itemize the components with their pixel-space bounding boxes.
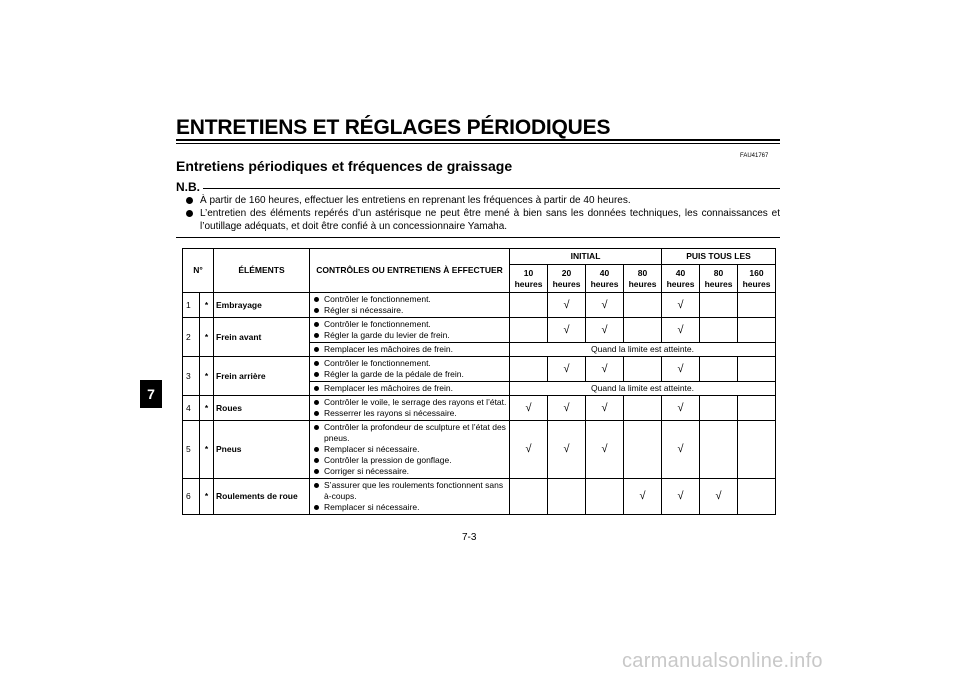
row-asterisk: * <box>200 421 214 479</box>
header-initial: INITIAL <box>510 249 662 265</box>
row-item: Embrayage <box>214 293 310 318</box>
row-number: 3 <box>183 357 200 396</box>
check-mark: √ <box>662 396 700 421</box>
row-actions <box>310 382 510 396</box>
row-actions <box>310 479 510 515</box>
row-actions <box>310 318 510 343</box>
check-mark: √ <box>586 396 624 421</box>
section-title: Entretiens périodiques et fréquences de graissage <box>176 158 513 174</box>
action-item: Resserrer les rayons si nécessaire. <box>314 408 507 419</box>
row-item: Pneus <box>214 421 310 479</box>
action-item: Remplacer les mâchoires de frein. <box>314 344 507 355</box>
check-mark <box>548 479 586 515</box>
row-number: 4 <box>183 396 200 421</box>
action-item: Régler la garde de la pédale de frein. <box>314 369 507 380</box>
check-mark: √ <box>700 479 738 515</box>
header-interval: 10 heures <box>510 265 548 293</box>
row-actions <box>310 396 510 421</box>
check-mark: √ <box>586 357 624 382</box>
row-asterisk: * <box>200 357 214 396</box>
row-number: 1 <box>183 293 200 318</box>
row-actions <box>310 343 510 357</box>
action-item: Remplacer si nécessaire. <box>314 502 507 513</box>
row-item: Roues <box>214 396 310 421</box>
check-mark: √ <box>510 396 548 421</box>
nb-note <box>186 194 780 208</box>
check-mark <box>738 396 776 421</box>
table-row <box>183 357 776 382</box>
header-no: N° <box>183 249 214 293</box>
action-item: Corriger si nécessaire. <box>314 466 507 477</box>
check-mark <box>700 396 738 421</box>
nb-rule <box>203 188 780 189</box>
table-row <box>183 396 776 421</box>
watermark: carmanualsonline.info <box>622 650 823 672</box>
check-mark: √ <box>662 479 700 515</box>
page-number: 7-3 <box>462 532 477 543</box>
nb-note <box>186 207 780 235</box>
bullet-icon <box>186 210 193 217</box>
check-mark: √ <box>510 421 548 479</box>
check-mark <box>738 479 776 515</box>
row-number: 2 <box>183 318 200 357</box>
check-mark <box>700 318 738 343</box>
action-item: Contrôler la pression de gonflage. <box>314 455 507 466</box>
header-every: PUIS TOUS LES <box>662 249 776 265</box>
table-row <box>183 421 776 479</box>
row-number: 6 <box>183 479 200 515</box>
nb-note-text: L’entretien des éléments repérés d’un astérisque ne peut être mené à bien sans les données techniques, les connaissances et l’outillage adéquats, et doit être confié à un concessionnaire Yamaha. <box>200 208 780 232</box>
row-asterisk: * <box>200 318 214 357</box>
row-actions <box>310 357 510 382</box>
header-checks: CONTRÔLES OU ENTRETIENS À EFFECTUER <box>310 249 510 293</box>
action-item: Régler si nécessaire. <box>314 305 507 316</box>
header-interval: 40 heures <box>662 265 700 293</box>
header-interval: 80 heures <box>700 265 738 293</box>
check-mark <box>624 293 662 318</box>
check-mark: √ <box>662 318 700 343</box>
check-mark: √ <box>624 479 662 515</box>
row-asterisk: * <box>200 293 214 318</box>
check-mark: √ <box>548 293 586 318</box>
action-item: Remplacer si nécessaire. <box>314 444 507 455</box>
action-item: Contrôler le fonctionnement. <box>314 319 507 330</box>
nb-label: N.B. <box>176 180 200 194</box>
check-mark: √ <box>586 293 624 318</box>
header-rule-thin <box>176 143 780 144</box>
nb-note-text: À partir de 160 heures, effectuer les entretiens en reprenant les fréquences à partir de 40 heures. <box>200 195 631 206</box>
check-mark <box>738 421 776 479</box>
check-mark <box>510 357 548 382</box>
check-mark <box>738 357 776 382</box>
action-item: Régler la garde du levier de frein. <box>314 330 507 341</box>
row-number: 5 <box>183 421 200 479</box>
header-interval: 160 heures <box>738 265 776 293</box>
check-mark: √ <box>548 396 586 421</box>
chapter-tab: 7 <box>140 380 162 408</box>
check-mark <box>700 421 738 479</box>
check-mark <box>700 357 738 382</box>
check-mark <box>738 293 776 318</box>
section-code: FAU41767 <box>740 153 769 159</box>
header-rule <box>176 139 780 141</box>
action-item: Remplacer les mâchoires de frein. <box>314 383 507 394</box>
action-item: Contrôler le fonctionnement. <box>314 358 507 369</box>
check-mark <box>510 318 548 343</box>
check-mark <box>624 421 662 479</box>
check-mark <box>510 293 548 318</box>
check-mark: √ <box>662 293 700 318</box>
bullet-icon <box>186 197 193 204</box>
check-mark: √ <box>548 421 586 479</box>
row-actions <box>310 421 510 479</box>
action-item: Contrôler la profondeur de sculpture et l’état des pneus. <box>314 422 507 444</box>
header-items: ÉLÉMENTS <box>214 249 310 293</box>
page-header-title: ENTRETIENS ET RÉGLAGES PÉRIODIQUES <box>176 116 611 139</box>
action-item: Contrôler le voile, le serrage des rayons et l’état. <box>314 397 507 408</box>
check-mark: √ <box>586 318 624 343</box>
check-mark: √ <box>548 357 586 382</box>
row-item: Roulements de roue <box>214 479 310 515</box>
table-row <box>183 318 776 343</box>
check-mark <box>700 293 738 318</box>
row-item: Frein avant <box>214 318 310 357</box>
header-interval: 40 heures <box>586 265 624 293</box>
table-row <box>183 479 776 515</box>
check-mark: √ <box>586 421 624 479</box>
check-mark <box>510 479 548 515</box>
row-item: Frein arrière <box>214 357 310 396</box>
nb-end-rule <box>176 237 780 238</box>
action-item: Contrôler le fonctionnement. <box>314 294 507 305</box>
row-note: Quand la limite est atteinte. <box>510 382 776 396</box>
row-actions <box>310 293 510 318</box>
header-interval: 80 heures <box>624 265 662 293</box>
check-mark: √ <box>548 318 586 343</box>
check-mark: √ <box>662 357 700 382</box>
row-asterisk: * <box>200 396 214 421</box>
action-item: S’assurer que les roulements fonctionnent sans à-coups. <box>314 480 507 502</box>
header-interval: 20 heures <box>548 265 586 293</box>
check-mark: √ <box>662 421 700 479</box>
check-mark <box>624 318 662 343</box>
check-mark <box>624 396 662 421</box>
row-note: Quand la limite est atteinte. <box>510 343 776 357</box>
check-mark <box>738 318 776 343</box>
row-asterisk: * <box>200 479 214 515</box>
check-mark <box>624 357 662 382</box>
maintenance-table <box>182 248 776 515</box>
check-mark <box>586 479 624 515</box>
table-row <box>183 293 776 318</box>
